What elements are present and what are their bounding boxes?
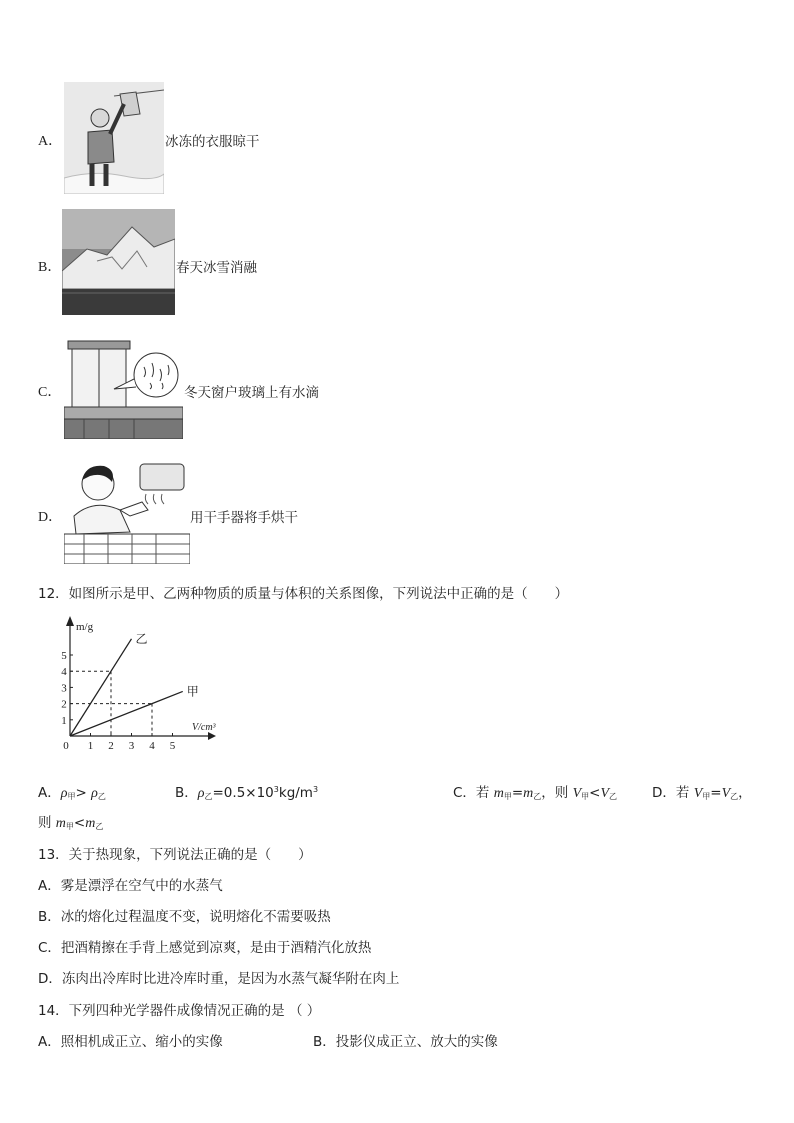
- q12-option-d-continued: 则 $m_甲<m_乙$: [38, 815, 104, 831]
- option-d-letter: D．: [38, 510, 63, 525]
- series-line-甲: [70, 691, 183, 736]
- q13-option-b: B．冰的熔化过程温度不变，说明熔化不需要吸热: [38, 909, 331, 925]
- x-tick-label: 4: [149, 740, 155, 752]
- series-line-乙: [70, 639, 132, 736]
- option-b-letter: B．: [38, 260, 62, 275]
- series-label-甲: 甲: [186, 684, 199, 699]
- question-13-stem: 13．关于热现象，下列说法正确的是（ ）: [38, 847, 312, 863]
- frozen-clothes-drying-picture: [64, 82, 164, 194]
- q12-option-c: C．若 $m_甲=m_乙$，则 $V_甲<V_乙$: [453, 785, 618, 801]
- hand-dryer-picture: [64, 458, 190, 564]
- x-tick-label: 1: [87, 740, 94, 752]
- x-tick-label: 2: [108, 740, 114, 752]
- window-water-drops-picture: [64, 339, 183, 439]
- x-tick-label: 3: [128, 740, 135, 752]
- y-tick-label: 4: [61, 666, 67, 679]
- x-axis-label: V/cm³: [192, 722, 216, 733]
- q13-option-a: A．雾是漂浮在空气中的水蒸气: [38, 878, 223, 894]
- q13-option-d: D．冻肉出冷库时比进冷库时重，是因为水蒸气凝华附在肉上: [38, 971, 400, 987]
- mass-volume-chart: [56, 612, 226, 752]
- y-tick-label: 3: [61, 682, 67, 695]
- option-a-text: 冰冻的衣服晾干: [165, 134, 260, 150]
- q13-option-c: C．把酒精擦在手背上感觉到凉爽，是由于酒精汽化放热: [38, 940, 372, 956]
- y-tick-label: 1: [61, 714, 67, 727]
- y-tick-label: 5: [61, 650, 67, 662]
- option-d-text: 用干手器将手烘干: [190, 510, 298, 526]
- series-label-乙: 乙: [135, 631, 148, 646]
- x-tick-label: 5: [169, 740, 176, 752]
- question-14-stem: 14．下列四种光学器件成像情况正确的是 （ ）: [38, 1003, 321, 1019]
- option-b-text: 春天冰雪消融: [176, 260, 257, 276]
- question-12-stem: 12．如图所示是甲、乙两种物质的质量与体积的关系图像，下列说法中正确的是（ ）: [38, 586, 569, 602]
- option-c-letter: C．: [38, 385, 62, 400]
- q12-option-d: D．若 $V_甲=V_乙$，: [652, 785, 752, 801]
- x-tick-label: 0: [63, 740, 69, 752]
- option-c-text: 冬天窗户玻璃上有水滴: [184, 385, 319, 401]
- spring-snow-melting-picture: [62, 209, 175, 315]
- option-a-letter: A．: [38, 134, 63, 149]
- q12-option-a: A．$\rho_甲> \rho_乙$: [38, 785, 106, 801]
- y-axis-arrow: [66, 616, 74, 626]
- x-axis-arrow: [208, 732, 216, 740]
- q14-option-b: B．投影仪成正立、放大的实像: [313, 1034, 498, 1050]
- q12-option-b: B．$\rho_乙=0.5\times 10^3kg/m^3$: [175, 785, 319, 801]
- q14-option-a: A．照相机成正立、缩小的实像: [38, 1034, 223, 1050]
- y-tick-label: 2: [61, 698, 67, 711]
- y-axis-label: m/g: [76, 621, 94, 633]
